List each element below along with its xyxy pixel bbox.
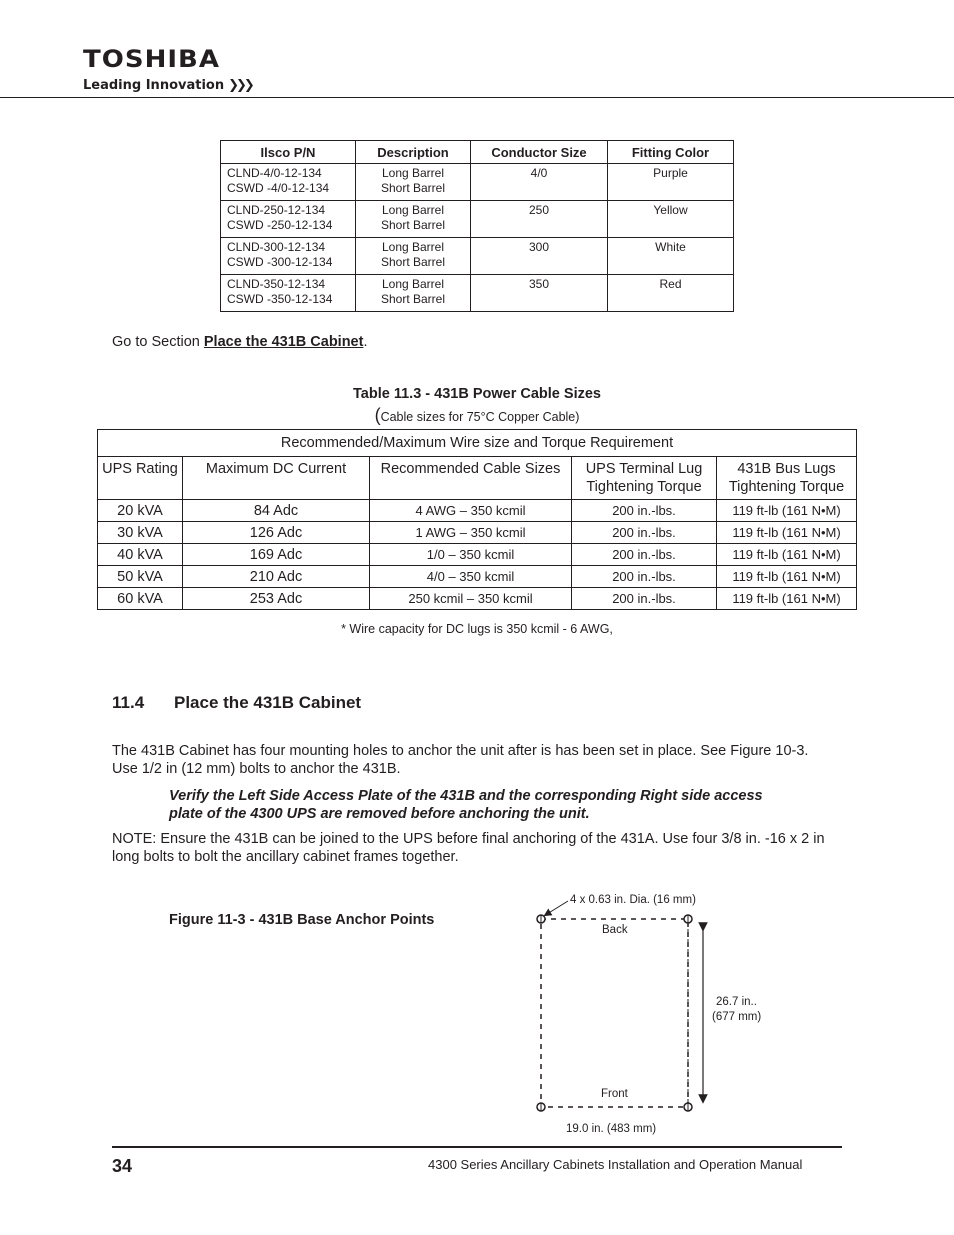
max-dc-current-cell: 169 Adc bbox=[183, 544, 370, 566]
cell-text: CSWD -250-12-134 bbox=[227, 218, 333, 232]
description-cell bbox=[356, 201, 471, 238]
column-header: Fitting Color bbox=[608, 141, 734, 164]
description-cell bbox=[356, 238, 471, 275]
bus-lug-torque-cell: 119 ft-lb (161 N•M) bbox=[717, 500, 857, 522]
ups-rating-cell: 50 kVA bbox=[98, 566, 183, 588]
table-subcaption bbox=[0, 405, 954, 426]
max-dc-current-cell: 84 Adc bbox=[183, 500, 370, 522]
cell-text: CLND-350-12-134 bbox=[227, 277, 326, 291]
table-row bbox=[98, 566, 857, 588]
page-number: 34 bbox=[112, 1156, 133, 1176]
note-paragraph: NOTE: Ensure the 431B can be joined to the UPS before final anchoring of the 431A. Use four 3/8 in. -16 x 2 in long bolts to bolt the ancillary cabinet frames together. bbox=[112, 831, 825, 865]
mounting-hole-icon bbox=[537, 915, 545, 923]
description-cell bbox=[356, 275, 471, 312]
table-row bbox=[98, 544, 857, 566]
front-label: Front bbox=[601, 1088, 628, 1100]
table-row bbox=[98, 522, 857, 544]
section-title: Place the 431B Cabinet bbox=[174, 693, 362, 712]
conductor-size-cell bbox=[471, 201, 608, 238]
mounting-hole-icon bbox=[684, 1103, 692, 1111]
cell-text: 4/0 bbox=[530, 166, 548, 180]
toshiba-logo: TOSHIBA bbox=[83, 46, 220, 74]
bus-lug-torque-cell: 119 ft-lb (161 N•M) bbox=[717, 544, 857, 566]
mounting-hole-icon bbox=[684, 915, 692, 923]
column-header: Conductor Size bbox=[471, 141, 608, 164]
ups-rating-cell: 30 kVA bbox=[98, 522, 183, 544]
cell-text: Long Barrel bbox=[381, 203, 445, 217]
cell-text: Purple bbox=[653, 166, 688, 180]
figure-caption: Figure 11-3 - 431B Base Anchor Points bbox=[169, 912, 435, 928]
leader-arrow bbox=[547, 901, 568, 914]
depth-label: 26.7 in.. bbox=[716, 996, 757, 1008]
ups-rating-cell: 20 kVA bbox=[98, 500, 183, 522]
width-label: 19.0 in. (483 mm) bbox=[566, 1123, 657, 1135]
tagline-text: Leading Innovation bbox=[83, 78, 225, 93]
cell-text: CSWD -350-12-134 bbox=[227, 292, 333, 306]
column-header: UPS Terminal Lug Tightening Torque bbox=[572, 457, 717, 500]
cell-text: CLND-250-12-134 bbox=[227, 203, 326, 217]
table-row bbox=[98, 588, 857, 610]
ups-lug-torque-cell: 200 in.-lbs. bbox=[572, 544, 717, 566]
fitting-color-cell bbox=[608, 164, 734, 201]
bus-lug-torque-cell: 119 ft-lb (161 N•M) bbox=[717, 566, 857, 588]
mounting-hole-icon bbox=[537, 1103, 545, 1111]
conductor-size-cell bbox=[471, 275, 608, 312]
table-row bbox=[98, 500, 857, 522]
ups-rating-cell: 40 kVA bbox=[98, 544, 183, 566]
cell-text: Red bbox=[659, 277, 682, 291]
cell-text: CLND-4/0-12-134 bbox=[227, 166, 322, 180]
cable-size-cell: 1/0 – 350 kcmil bbox=[370, 544, 572, 566]
column-header: Recommended Cable Sizes bbox=[370, 457, 572, 500]
cell-text: Long Barrel bbox=[381, 240, 445, 254]
subcaption-text: Cable sizes for 75°C Copper Cable) bbox=[380, 410, 580, 424]
cell-text: Short Barrel bbox=[380, 181, 446, 195]
cell-text: Long Barrel bbox=[381, 277, 445, 291]
warning-text: Verify the Left Side Access Plate of the 431B and the corresponding Right side access plate of the 4300 UPS are removed before anchoring the unit. bbox=[169, 788, 763, 822]
cable-size-cell: 250 kcmil – 350 kcmil bbox=[370, 588, 572, 610]
manual-title: 4300 Series Ancillary Cabinets Installation and Operation Manual bbox=[428, 1157, 803, 1172]
ups-rating-cell: 60 kVA bbox=[98, 588, 183, 610]
part-number-cell bbox=[221, 238, 356, 275]
cabinet-outline bbox=[541, 919, 688, 1107]
max-dc-current-cell: 126 Adc bbox=[183, 522, 370, 544]
goto-section-text bbox=[112, 334, 368, 350]
chevron-right-icon: ❯❯❯ bbox=[228, 78, 252, 93]
cell-text: CSWD -300-12-134 bbox=[227, 255, 333, 269]
cable-size-cell: 4 AWG – 350 kcmil bbox=[370, 500, 572, 522]
depth-label-mm: (677 mm) bbox=[712, 1011, 762, 1023]
cable-size-cell: 1 AWG – 350 kcmil bbox=[370, 522, 572, 544]
fitting-table bbox=[220, 140, 734, 312]
ups-lug-torque-cell: 200 in.-lbs. bbox=[572, 566, 717, 588]
ups-lug-torque-cell: 200 in.-lbs. bbox=[572, 522, 717, 544]
subcaption-paren: ( bbox=[374, 405, 381, 425]
max-dc-current-cell: 253 Adc bbox=[183, 588, 370, 610]
cell-text: Long Barrel bbox=[381, 166, 445, 180]
body-paragraph: The 431B Cabinet has four mounting holes to anchor the unit after is has been set in place. See Figure 10-3. Use 1/2 in (12 mm) bolts to anchor the 431B. bbox=[112, 743, 809, 777]
table-caption: Table 11.3 - 431B Power Cable Sizes bbox=[353, 386, 601, 402]
cell-text: Short Barrel bbox=[380, 218, 446, 232]
goto-prefix: Go to Section bbox=[112, 334, 204, 350]
ups-lug-torque-cell: 200 in.-lbs. bbox=[572, 500, 717, 522]
conductor-size-cell bbox=[471, 164, 608, 201]
cell-text: 250 bbox=[528, 203, 550, 217]
description-cell bbox=[356, 164, 471, 201]
cell-text: 300 bbox=[528, 240, 550, 254]
cable-size-table bbox=[97, 429, 857, 610]
cell-text: Short Barrel bbox=[380, 292, 446, 306]
fitting-color-cell bbox=[608, 275, 734, 312]
anchor-points-diagram bbox=[500, 885, 800, 1140]
column-header: UPS Rating bbox=[98, 457, 183, 500]
cell-text: CSWD -4/0-12-134 bbox=[227, 181, 330, 195]
header-divider bbox=[0, 97, 954, 98]
cell-text: Yellow bbox=[653, 203, 688, 217]
cell-text: CLND-300-12-134 bbox=[227, 240, 326, 254]
section-link[interactable]: Place the 431B Cabinet bbox=[203, 334, 364, 350]
part-number-cell bbox=[221, 275, 356, 312]
footer-divider bbox=[112, 1146, 842, 1148]
table-row bbox=[221, 201, 734, 238]
table-header-row bbox=[221, 141, 734, 164]
part-number-cell bbox=[221, 201, 356, 238]
cable-size-cell: 4/0 – 350 kcmil bbox=[370, 566, 572, 588]
fitting-color-cell bbox=[608, 201, 734, 238]
table-row bbox=[221, 238, 734, 275]
bus-lug-torque-cell: 119 ft-lb (161 N•M) bbox=[717, 588, 857, 610]
part-number-cell bbox=[221, 164, 356, 201]
column-header: 431B Bus Lugs Tightening Torque bbox=[717, 457, 857, 500]
max-dc-current-cell: 210 Adc bbox=[183, 566, 370, 588]
column-header: Description bbox=[356, 141, 471, 164]
fitting-color-cell bbox=[608, 238, 734, 275]
back-label: Back bbox=[602, 924, 628, 936]
cell-text: 350 bbox=[528, 277, 550, 291]
span-header: Recommended/Maximum Wire size and Torque Requirement bbox=[98, 430, 857, 457]
hole-dimension-label: 4 x 0.63 in. Dia. (16 mm) bbox=[570, 894, 696, 906]
cell-text: Short Barrel bbox=[380, 255, 446, 269]
goto-suffix: . bbox=[363, 334, 368, 350]
table-footnote: * Wire capacity for DC lugs is 350 kcmil - 6 AWG, bbox=[341, 622, 613, 636]
column-header: Maximum DC Current bbox=[183, 457, 370, 500]
tagline bbox=[83, 78, 252, 93]
table-row bbox=[221, 164, 734, 201]
table-row bbox=[221, 275, 734, 312]
cell-text: White bbox=[655, 240, 686, 254]
column-header: Ilsco P/N bbox=[221, 141, 356, 164]
section-number: 11.4 bbox=[112, 693, 145, 712]
conductor-size-cell bbox=[471, 238, 608, 275]
bus-lug-torque-cell: 119 ft-lb (161 N•M) bbox=[717, 522, 857, 544]
ups-lug-torque-cell: 200 in.-lbs. bbox=[572, 588, 717, 610]
